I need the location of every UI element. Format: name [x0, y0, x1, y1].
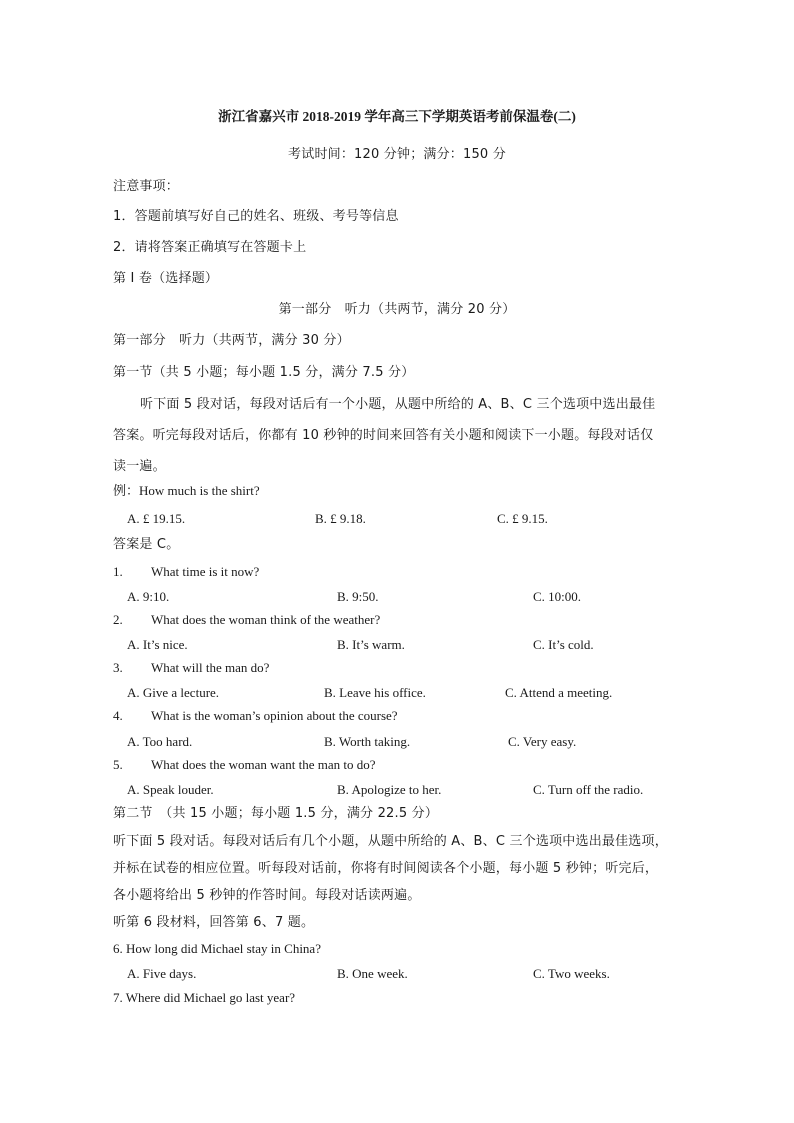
option-c: C. Attend a meeting. [505, 685, 613, 700]
section2-instruction-line2: 并标在试卷的相应位置。听每段对话前，你将有时间阅读各个小题，每小题 5 秒钟；听完后， [113, 861, 659, 876]
note-item-2: 2．请将答案正确填写在答题卡上 [113, 240, 307, 255]
option-c: C. It’s cold. [533, 637, 594, 652]
example-option-c: C. £ 9.15. [497, 511, 548, 526]
question-text: 7. Where did Michael go last year? [113, 990, 296, 1005]
example-option-b: B. £ 9.18. [315, 511, 366, 526]
page-title: 浙江省嘉兴市 2018-2019 学年高三下学期英语考前保温卷(二) [218, 109, 576, 124]
question-text: What does the woman want the man to do? [151, 757, 376, 772]
option-c: C. 10:00. [533, 589, 582, 604]
question-number: 5. [113, 757, 123, 772]
question-text: What is the woman’s opinion about the course? [151, 708, 398, 723]
option-a: A. It’s nice. [127, 637, 188, 652]
option-c: C. Turn off the radio. [533, 782, 644, 797]
example-question: 例：How much is the shirt? [113, 483, 260, 498]
option-b: B. It’s warm. [337, 637, 405, 652]
section2-instruction-line1: 听下面 5 段对话。每段对话后有几个小题，从题中所给的 A、B、C 三个选项中选出最佳选项， [113, 834, 668, 849]
option-b: B. Leave his office. [324, 685, 426, 700]
section1-instruction-line2: 答案。听完每段对话后，你都有 10 秒钟的时间来回答有关小题和阅读下一小题。每段对话仅 [113, 428, 654, 443]
example-option-a: A. £ 19.15. [127, 511, 186, 526]
section2-instruction-line3: 各小题将给出 5 秒钟的作答时间。每段对话读两遍。 [113, 888, 421, 903]
section1-heading: 第一节（共 5 小题；每小题 1.5 分，满分 7.5 分） [113, 365, 415, 380]
example-answer: 答案是 C。 [113, 537, 180, 552]
option-b: B. 9:50. [337, 589, 379, 604]
question-text: What does the woman think of the weather? [151, 612, 381, 627]
material-label: 听第 6 段材料，回答第 6、7 题。 [113, 915, 315, 930]
option-b: B. One week. [337, 966, 408, 981]
option-b: B. Apologize to her. [337, 782, 442, 797]
question-text: 6. How long did Michael stay in China? [113, 941, 321, 956]
option-a: A. Five days. [127, 966, 197, 981]
part1-heading: 第一部分 听力（共两节，满分 30 分） [113, 333, 350, 348]
question-text: What will the man do? [151, 660, 270, 675]
option-c: C. Two weeks. [533, 966, 610, 981]
part1-center-heading: 第一部分 听力（共两节，满分 20 分） [278, 302, 516, 317]
option-a: A. 9:10. [127, 589, 170, 604]
option-b: B. Worth taking. [324, 734, 411, 749]
note-item-1: 1．答题前填写好自己的姓名、班级、考号等信息 [113, 209, 399, 224]
question-number: 1. [113, 564, 123, 579]
section2-heading: 第二节 （共 15 小题；每小题 1.5 分，满分 22.5 分） [113, 806, 439, 821]
question-number: 4. [113, 708, 123, 723]
option-a: A. Too hard. [127, 734, 193, 749]
volume-label: 第 I 卷（选择题） [113, 271, 219, 286]
option-a: A. Speak louder. [127, 782, 214, 797]
question-number: 2. [113, 612, 123, 627]
exam-info: 考试时间：120 分钟；满分：150 分 [288, 147, 506, 162]
option-c: C. Very easy. [508, 734, 577, 749]
question-text: What time is it now? [151, 564, 260, 579]
notes-heading: 注意事项： [113, 179, 180, 194]
section1-instruction-line1: 听下面 5 段对话，每段对话后有一个小题，从题中所给的 A、B、C 三个选项中选出最佳 [140, 397, 656, 412]
question-number: 3. [113, 660, 123, 675]
option-a: A. Give a lecture. [127, 685, 220, 700]
section1-instruction-line3: 读一遍。 [113, 459, 166, 474]
